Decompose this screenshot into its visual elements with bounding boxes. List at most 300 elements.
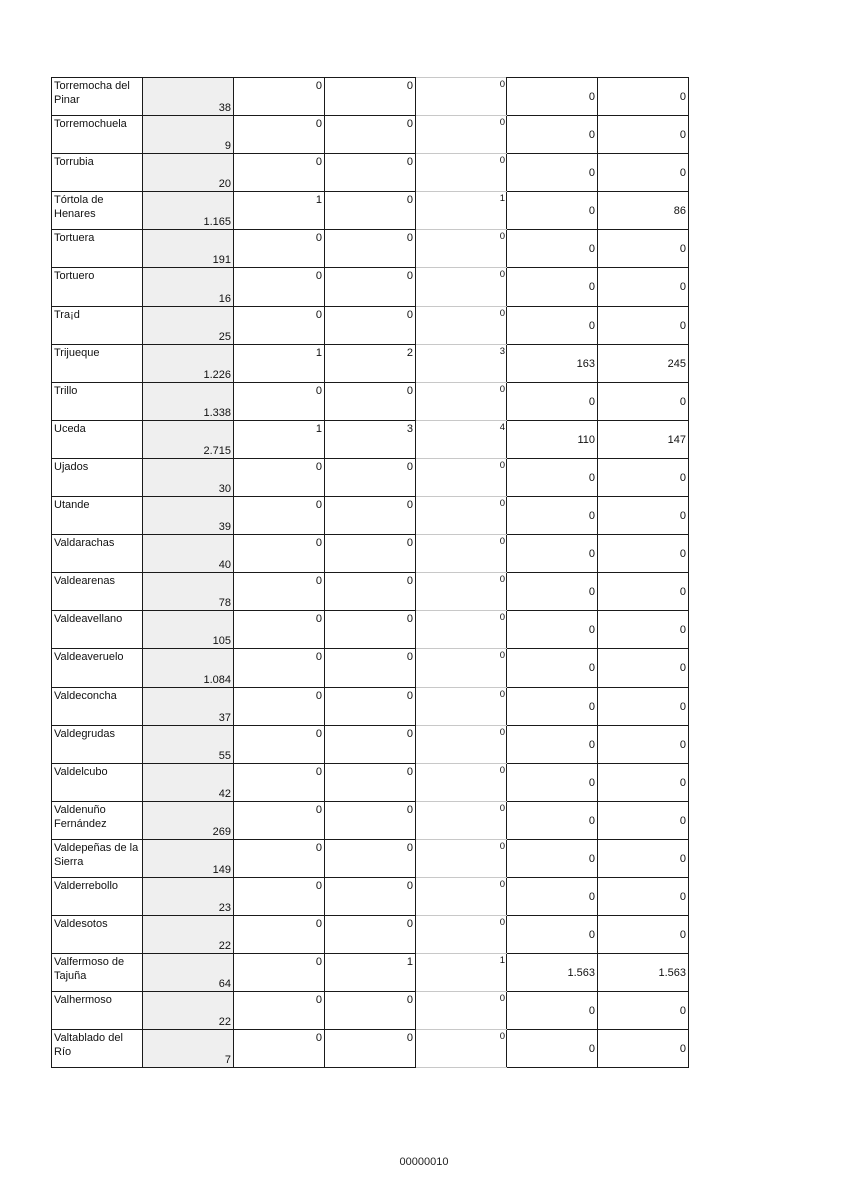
table-body xyxy=(52,78,689,1068)
value-cell-col3 xyxy=(234,78,325,116)
value-value-col6: 0 xyxy=(588,890,595,903)
value-cell-col6 xyxy=(507,344,598,382)
value-cell-col4 xyxy=(325,839,416,877)
value-value-col3: 0 xyxy=(315,727,322,740)
value-value-col7: 147 xyxy=(667,433,686,446)
population-value: 20 xyxy=(218,178,231,191)
value-cell-col4 xyxy=(325,763,416,801)
value-cell-col3 xyxy=(234,611,325,649)
population-value: 16 xyxy=(218,292,231,305)
value-cell-col6 xyxy=(507,306,598,344)
value-value-col6: 0 xyxy=(588,471,595,484)
value-cell-col4 xyxy=(325,954,416,992)
value-cell-col7 xyxy=(598,611,689,649)
population-value: 2.715 xyxy=(203,444,231,457)
value-value-col3: 0 xyxy=(315,689,322,702)
value-cell-col6 xyxy=(507,725,598,763)
value-cell-col5 xyxy=(416,916,507,954)
value-value-col6: 0 xyxy=(588,510,595,523)
table-row xyxy=(52,268,689,306)
value-value-col3: 0 xyxy=(315,80,322,92)
value-value-col4: 0 xyxy=(406,575,413,588)
value-value-col4: 0 xyxy=(406,1032,413,1045)
table-row xyxy=(52,992,689,1030)
table-row xyxy=(52,839,689,877)
value-cell-col3 xyxy=(234,306,325,344)
value-cell-col3 xyxy=(234,839,325,877)
value-value-col5: 0 xyxy=(499,764,505,776)
value-value-col6: 163 xyxy=(576,357,595,370)
value-value-col7: 0 xyxy=(679,243,686,256)
value-cell-col5 xyxy=(416,268,507,306)
value-value-col3: 0 xyxy=(315,841,322,854)
value-cell-col4 xyxy=(325,992,416,1030)
municipality-name-cell: Valdearenas xyxy=(52,573,143,611)
value-cell-col3 xyxy=(234,154,325,192)
value-cell-col4 xyxy=(325,497,416,535)
value-value-col6: 1.563 xyxy=(567,967,595,980)
value-cell-col4 xyxy=(325,420,416,458)
municipality-name-cell: Valhermoso xyxy=(52,992,143,1030)
value-value-col3: 0 xyxy=(315,384,322,397)
value-value-col4: 0 xyxy=(406,384,413,397)
municipality-name-cell: Valdeaveruelo xyxy=(52,649,143,687)
value-value-col3: 0 xyxy=(315,537,322,550)
population-cell xyxy=(143,992,234,1030)
population-cell xyxy=(143,344,234,382)
value-cell-col7 xyxy=(598,649,689,687)
value-value-col6: 0 xyxy=(588,776,595,789)
value-cell-col6 xyxy=(507,992,598,1030)
population-value: 78 xyxy=(218,597,231,610)
value-value-col4: 0 xyxy=(406,232,413,245)
value-cell-col6 xyxy=(507,535,598,573)
population-cell xyxy=(143,230,234,268)
table-row xyxy=(52,611,689,649)
value-value-col6: 0 xyxy=(588,395,595,408)
value-cell-col6 xyxy=(507,78,598,116)
value-value-col3: 0 xyxy=(315,575,322,588)
municipality-name-cell: Torremocha del Pinar xyxy=(52,78,143,116)
value-cell-col5 xyxy=(416,382,507,420)
value-value-col4: 0 xyxy=(406,156,413,169)
value-cell-col6 xyxy=(507,458,598,496)
value-cell-col4 xyxy=(325,230,416,268)
value-cell-col5 xyxy=(416,801,507,839)
value-cell-col3 xyxy=(234,230,325,268)
value-cell-col5 xyxy=(416,116,507,154)
value-value-col5: 0 xyxy=(499,498,505,510)
value-cell-col3 xyxy=(234,725,325,763)
municipality-name-cell: Utande xyxy=(52,497,143,535)
value-value-col3: 1 xyxy=(315,346,322,359)
value-value-col3: 0 xyxy=(315,613,322,626)
population-cell xyxy=(143,954,234,992)
value-value-col7: 0 xyxy=(679,129,686,142)
value-value-col7: 0 xyxy=(679,586,686,599)
population-value: 7 xyxy=(224,1054,231,1067)
value-value-col3: 0 xyxy=(315,118,322,131)
value-cell-col7 xyxy=(598,192,689,230)
value-cell-col5 xyxy=(416,230,507,268)
value-cell-col5 xyxy=(416,497,507,535)
value-value-col7: 0 xyxy=(679,700,686,713)
table-row xyxy=(52,458,689,496)
value-value-col6: 110 xyxy=(577,433,595,446)
value-cell-col5 xyxy=(416,725,507,763)
value-cell-col4 xyxy=(325,611,416,649)
municipality-name-cell: Trijueque xyxy=(52,344,143,382)
value-value-col7: 0 xyxy=(679,929,686,942)
table-row xyxy=(52,497,689,535)
value-value-col7: 0 xyxy=(679,281,686,294)
value-value-col5: 0 xyxy=(499,917,505,929)
value-cell-col4 xyxy=(325,382,416,420)
table-row xyxy=(52,192,689,230)
population-cell xyxy=(143,420,234,458)
value-value-col3: 0 xyxy=(315,460,322,473)
value-value-col5: 0 xyxy=(499,117,505,129)
value-cell-col6 xyxy=(507,611,598,649)
value-value-col6: 0 xyxy=(588,624,595,637)
value-cell-col4 xyxy=(325,344,416,382)
value-cell-col7 xyxy=(598,230,689,268)
population-value: 1.165 xyxy=(203,216,231,229)
value-value-col4: 0 xyxy=(406,613,413,626)
value-value-col3: 0 xyxy=(315,879,322,892)
table-row xyxy=(52,344,689,382)
value-value-col6: 0 xyxy=(588,548,595,561)
value-cell-col6 xyxy=(507,954,598,992)
municipality-name-cell: Uceda xyxy=(52,420,143,458)
table-row xyxy=(52,801,689,839)
value-cell-col6 xyxy=(507,916,598,954)
value-value-col5: 1 xyxy=(499,955,505,967)
value-cell-col3 xyxy=(234,649,325,687)
value-value-col5: 0 xyxy=(499,574,505,586)
table-row xyxy=(52,877,689,915)
value-cell-col4 xyxy=(325,458,416,496)
table-row xyxy=(52,1030,689,1068)
value-cell-col4 xyxy=(325,573,416,611)
value-value-col4: 0 xyxy=(406,651,413,664)
value-value-col3: 0 xyxy=(315,308,322,321)
value-value-col3: 1 xyxy=(315,422,322,435)
value-cell-col4 xyxy=(325,725,416,763)
value-cell-col4 xyxy=(325,192,416,230)
population-cell xyxy=(143,839,234,877)
value-cell-col7 xyxy=(598,801,689,839)
municipality-name-cell: Tra¡d xyxy=(52,306,143,344)
value-value-col7: 0 xyxy=(679,624,686,637)
population-cell xyxy=(143,916,234,954)
value-cell-col3 xyxy=(234,458,325,496)
value-cell-col3 xyxy=(234,192,325,230)
table-row xyxy=(52,306,689,344)
value-value-col4: 1 xyxy=(406,956,413,969)
value-cell-col5 xyxy=(416,1030,507,1068)
value-value-col5: 0 xyxy=(499,840,505,852)
municipality-name-cell: Valtablado del Río xyxy=(52,1030,143,1068)
value-value-col7: 245 xyxy=(667,357,686,370)
value-cell-col3 xyxy=(234,535,325,573)
table-row xyxy=(52,535,689,573)
value-cell-col5 xyxy=(416,573,507,611)
value-cell-col4 xyxy=(325,154,416,192)
value-cell-col4 xyxy=(325,687,416,725)
value-cell-col6 xyxy=(507,649,598,687)
value-value-col5: 0 xyxy=(499,536,505,548)
population-value: 23 xyxy=(218,902,231,915)
value-cell-col6 xyxy=(507,877,598,915)
value-cell-col7 xyxy=(598,725,689,763)
value-value-col7: 0 xyxy=(679,662,686,675)
table-row xyxy=(52,116,689,154)
value-value-col6: 0 xyxy=(588,1043,595,1056)
value-value-col5: 0 xyxy=(499,1031,505,1043)
value-cell-col3 xyxy=(234,801,325,839)
population-value: 22 xyxy=(218,940,231,953)
value-value-col7: 0 xyxy=(679,852,686,865)
value-cell-col4 xyxy=(325,306,416,344)
municipality-name-cell: Valdenuño Fernández xyxy=(52,801,143,839)
value-value-col4: 0 xyxy=(406,803,413,816)
population-value: 64 xyxy=(218,978,231,991)
value-value-col7: 0 xyxy=(679,776,686,789)
value-value-col5: 0 xyxy=(499,802,505,814)
value-cell-col3 xyxy=(234,1030,325,1068)
value-value-col5: 0 xyxy=(499,993,505,1005)
value-cell-col7 xyxy=(598,535,689,573)
population-cell xyxy=(143,1030,234,1068)
value-cell-col7 xyxy=(598,154,689,192)
value-value-col5: 0 xyxy=(499,269,505,281)
value-value-col3: 0 xyxy=(315,918,322,931)
value-cell-col5 xyxy=(416,306,507,344)
value-cell-col6 xyxy=(507,116,598,154)
value-value-col7: 0 xyxy=(679,1005,686,1018)
population-cell xyxy=(143,306,234,344)
value-cell-col7 xyxy=(598,382,689,420)
municipality-name-cell: Valdarachas xyxy=(52,535,143,573)
population-cell xyxy=(143,78,234,116)
population-value: 38 xyxy=(218,102,231,115)
value-cell-col5 xyxy=(416,649,507,687)
value-value-col4: 0 xyxy=(406,80,413,92)
value-value-col7: 0 xyxy=(679,91,686,103)
municipality-name-cell: Valdesotos xyxy=(52,916,143,954)
value-value-col6: 0 xyxy=(588,700,595,713)
population-value: 37 xyxy=(218,711,231,724)
data-table-container xyxy=(51,77,689,1068)
value-cell-col7 xyxy=(598,916,689,954)
population-value: 22 xyxy=(218,1016,231,1029)
value-value-col7: 0 xyxy=(679,395,686,408)
value-cell-col5 xyxy=(416,154,507,192)
table-row xyxy=(52,649,689,687)
population-value: 9 xyxy=(224,140,231,153)
value-value-col7: 0 xyxy=(679,471,686,484)
value-cell-col4 xyxy=(325,78,416,116)
population-cell xyxy=(143,497,234,535)
value-cell-col7 xyxy=(598,420,689,458)
population-value: 1.226 xyxy=(203,368,231,381)
value-value-col4: 0 xyxy=(406,460,413,473)
value-cell-col5 xyxy=(416,535,507,573)
value-cell-col4 xyxy=(325,877,416,915)
value-value-col5: 0 xyxy=(499,878,505,890)
value-cell-col7 xyxy=(598,344,689,382)
value-value-col7: 0 xyxy=(679,1043,686,1056)
value-value-col4: 0 xyxy=(406,499,413,512)
value-value-col7: 0 xyxy=(679,548,686,561)
value-cell-col6 xyxy=(507,497,598,535)
population-cell xyxy=(143,382,234,420)
value-cell-col7 xyxy=(598,497,689,535)
municipality-name-cell: Tortuero xyxy=(52,268,143,306)
population-cell xyxy=(143,877,234,915)
population-cell xyxy=(143,535,234,573)
value-value-col4: 0 xyxy=(406,765,413,778)
table-row xyxy=(52,78,689,116)
value-value-col5: 0 xyxy=(499,307,505,319)
value-cell-col6 xyxy=(507,154,598,192)
value-value-col3: 0 xyxy=(315,803,322,816)
value-value-col6: 0 xyxy=(588,929,595,942)
value-value-col7: 1.563 xyxy=(658,967,686,980)
value-value-col5: 0 xyxy=(499,459,505,471)
municipality-name-cell: Valdeconcha xyxy=(52,687,143,725)
value-value-col3: 0 xyxy=(315,156,322,169)
municipality-name-cell: Torrubia xyxy=(52,154,143,192)
value-cell-col7 xyxy=(598,116,689,154)
value-value-col5: 0 xyxy=(499,612,505,624)
value-value-col3: 0 xyxy=(315,994,322,1007)
population-value: 25 xyxy=(218,330,231,343)
value-cell-col7 xyxy=(598,458,689,496)
value-value-col4: 0 xyxy=(406,270,413,283)
value-value-col4: 2 xyxy=(406,346,413,359)
value-cell-col5 xyxy=(416,78,507,116)
table-row xyxy=(52,382,689,420)
value-cell-col4 xyxy=(325,116,416,154)
value-value-col3: 0 xyxy=(315,232,322,245)
population-value: 269 xyxy=(212,825,231,838)
value-cell-col5 xyxy=(416,420,507,458)
value-value-col4: 0 xyxy=(406,308,413,321)
value-value-col6: 0 xyxy=(588,852,595,865)
table-row xyxy=(52,916,689,954)
value-cell-col4 xyxy=(325,916,416,954)
municipality-name-cell: Valderrebollo xyxy=(52,877,143,915)
municipality-name-cell: Tórtola de Henares xyxy=(52,192,143,230)
municipality-table xyxy=(51,77,689,1068)
value-value-col6: 0 xyxy=(588,167,595,180)
value-cell-col3 xyxy=(234,268,325,306)
value-value-col3: 0 xyxy=(315,499,322,512)
population-cell xyxy=(143,649,234,687)
value-cell-col4 xyxy=(325,268,416,306)
value-cell-col6 xyxy=(507,573,598,611)
value-value-col4: 0 xyxy=(406,879,413,892)
value-value-col4: 0 xyxy=(406,918,413,931)
value-value-col4: 0 xyxy=(406,194,413,207)
population-value: 105 xyxy=(212,635,231,648)
value-value-col6: 0 xyxy=(588,319,595,332)
value-cell-col7 xyxy=(598,306,689,344)
value-value-col3: 0 xyxy=(315,956,322,969)
value-value-col4: 0 xyxy=(406,727,413,740)
value-value-col5: 0 xyxy=(499,650,505,662)
value-cell-col5 xyxy=(416,192,507,230)
population-cell xyxy=(143,154,234,192)
value-cell-col4 xyxy=(325,801,416,839)
table-row xyxy=(52,154,689,192)
population-cell xyxy=(143,573,234,611)
value-cell-col6 xyxy=(507,420,598,458)
value-cell-col6 xyxy=(507,192,598,230)
table-row xyxy=(52,687,689,725)
value-cell-col3 xyxy=(234,344,325,382)
population-cell xyxy=(143,801,234,839)
population-value: 40 xyxy=(218,559,231,572)
population-cell xyxy=(143,116,234,154)
value-value-col6: 0 xyxy=(588,281,595,294)
value-cell-col6 xyxy=(507,839,598,877)
municipality-name-cell: Ujados xyxy=(52,458,143,496)
municipality-name-cell: Valdegrudas xyxy=(52,725,143,763)
value-value-col3: 0 xyxy=(315,270,322,283)
value-cell-col7 xyxy=(598,839,689,877)
value-value-col7: 86 xyxy=(673,205,686,218)
value-value-col4: 0 xyxy=(406,841,413,854)
value-cell-col3 xyxy=(234,687,325,725)
value-cell-col3 xyxy=(234,420,325,458)
value-value-col7: 0 xyxy=(679,167,686,180)
population-cell xyxy=(143,458,234,496)
population-value: 1.338 xyxy=(203,406,231,419)
municipality-name-cell: Tortuera xyxy=(52,230,143,268)
value-cell-col3 xyxy=(234,763,325,801)
municipality-name-cell: Trillo xyxy=(52,382,143,420)
value-cell-col7 xyxy=(598,954,689,992)
population-value: 191 xyxy=(212,254,231,267)
value-value-col6: 0 xyxy=(588,586,595,599)
table-row xyxy=(52,725,689,763)
value-value-col5: 3 xyxy=(499,345,505,357)
value-value-col3: 1 xyxy=(315,194,322,207)
value-value-col6: 0 xyxy=(588,243,595,256)
value-value-col5: 0 xyxy=(499,79,505,90)
value-cell-col5 xyxy=(416,687,507,725)
value-value-col5: 4 xyxy=(499,421,505,433)
population-cell xyxy=(143,611,234,649)
value-cell-col4 xyxy=(325,535,416,573)
value-cell-col3 xyxy=(234,877,325,915)
value-value-col5: 0 xyxy=(499,726,505,738)
value-cell-col5 xyxy=(416,344,507,382)
value-cell-col7 xyxy=(598,78,689,116)
value-cell-col4 xyxy=(325,649,416,687)
value-value-col3: 0 xyxy=(315,1032,322,1045)
value-value-col6: 0 xyxy=(588,205,595,218)
value-cell-col7 xyxy=(598,1030,689,1068)
value-value-col6: 0 xyxy=(588,91,595,103)
value-cell-col3 xyxy=(234,497,325,535)
value-value-col4: 0 xyxy=(406,994,413,1007)
population-value: 42 xyxy=(218,787,231,800)
value-cell-col5 xyxy=(416,992,507,1030)
